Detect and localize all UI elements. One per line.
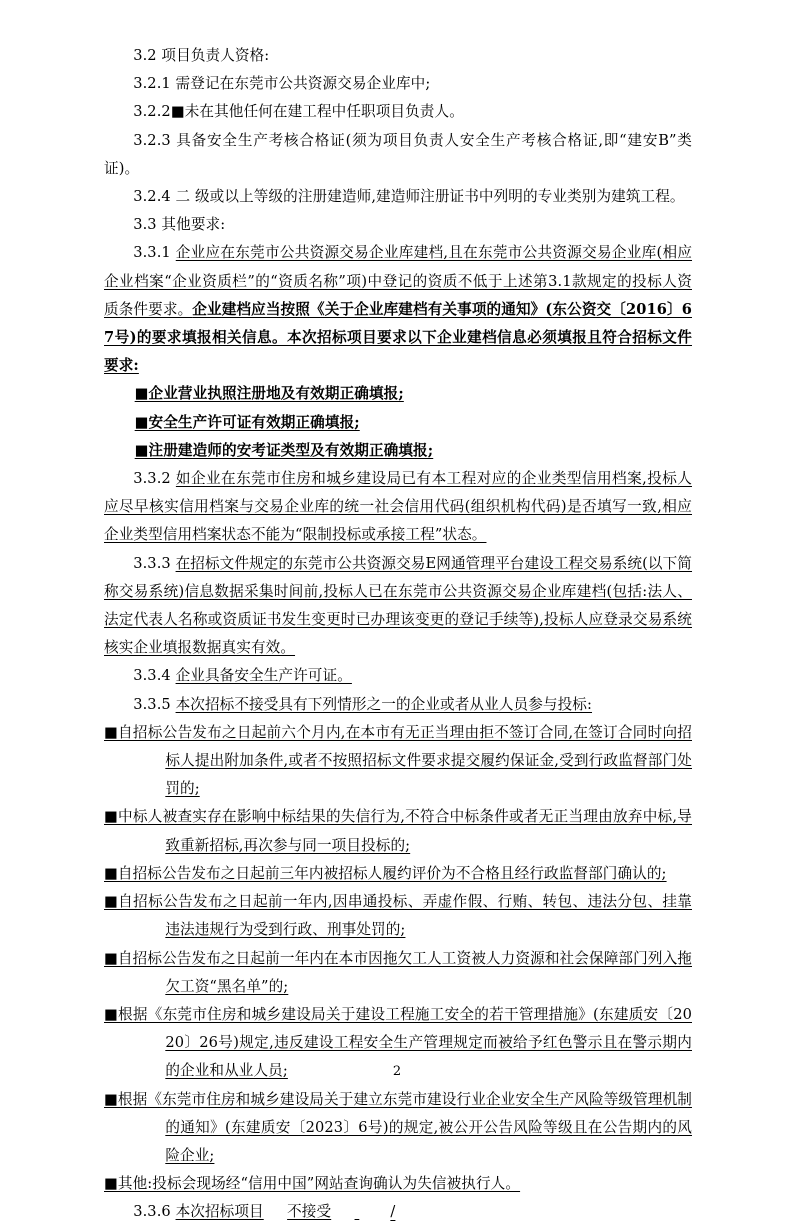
paragraph-3-2-3 xyxy=(104,127,692,183)
paragraph-3-3-2 xyxy=(104,465,692,550)
clause-text-underlined: 如企业在东莞市住房和城乡建设局已有本工程对应的企业类型信用档案,投标人应尽早核实信用档案与交易企业库的统一社会信用代码(组织机构代码)是否填写一致,相应企业类型信用档案状态不能为“限制投标或承接工程”状态。 xyxy=(104,470,692,544)
paragraph-text: 3.2 项目负责人资格: xyxy=(133,47,270,64)
bullet-item-wage-blacklist xyxy=(104,945,692,1001)
bullet-text: ■自招标公告发布之日起前六个月内,在本市有无正当理由拒不签订合同,在签订合同时向招标人提出附加条件,或者不按照招标文件要求提交履约保证金,受到行政监督部门处罚的; xyxy=(104,723,692,798)
fill-in-blank[interactable]: / xyxy=(390,1203,396,1221)
paragraph-3-2 xyxy=(104,42,692,70)
paragraph-3-3-3 xyxy=(104,550,692,663)
clause-number: 3.3.4 xyxy=(133,667,176,685)
bullet-text: ■根据《东莞市住房和城乡建设局关于建设工程施工安全的若干管理措施》(东建质安〔2020〕26号)规定,违反建设工程安全生产管理规定而被给予红色警示且在警示期内的企业和从业人员; xyxy=(104,1005,692,1080)
clause-text-bold-underlined: 企业建档应当按照《关于企业库建档有关事项的通知》(东公资交〔2016〕67号)的要求填报相关信息。本次招标项目要求以下企业建档信息必须填报且符合招标文件要求: xyxy=(104,300,692,375)
paragraph-3-2-2 xyxy=(104,98,692,126)
paragraph-3-3-4 xyxy=(104,662,692,690)
bullet-item-credit-china xyxy=(104,1170,692,1198)
paragraph-text: 3.2.1 需登记在东莞市公共资源交易企业库中; xyxy=(133,75,431,93)
clause-number: 3.3.3 xyxy=(133,554,176,572)
paragraph-3-2-1 xyxy=(104,70,692,98)
bullet-text: ■安全生产许可证有效期正确填报; xyxy=(134,413,360,431)
bullet-item-dishonest-winner xyxy=(104,803,692,859)
paragraph-text: 3.3 其他要求: xyxy=(133,216,226,234)
clause-number: 3.3.2 xyxy=(133,470,176,488)
bullet-text: ■根据《东莞市住房和城乡建设局关于建立东莞市建设行业企业安全生产风险等级管理机制的通知》(东建质安〔2023〕6号)的规定,被公开公告风险等级且在公告期内的风险企业; xyxy=(104,1090,692,1164)
bullet-item-builder-cert xyxy=(104,437,692,465)
paragraph-3-3 xyxy=(104,211,692,239)
paragraph-3-3-5 xyxy=(104,691,692,719)
paragraph-3-3-6 xyxy=(104,1198,692,1226)
paragraph-3-3-1 xyxy=(104,239,692,380)
clause-text-underlined: 企业应在东莞市公共资源交易企业库建档,且在东莞市公共资源交易企业库(相应企业档案“企业资质栏”的“资质名称”项)中登记的资质不低于上述第3.1款规定的投标人资质条件要求。 xyxy=(104,244,693,318)
page-number: 2 xyxy=(392,1064,402,1079)
bullet-item-company-license xyxy=(104,380,692,408)
bullet-text: ■中标人被查实存在影响中标结果的失信行为,不符合中标条件或者无正当理由放弃中标,导致重新招标,再次参与同一项目投标的; xyxy=(104,808,692,854)
bullet-text: ■其他:投标会现场经“信用中国”网站查询确认为失信被执行人。 xyxy=(104,1175,521,1193)
bullet-text: ■自招标公告发布之日起前三年内被招标人履约评价为不合格且经行政监督部门确认的; xyxy=(104,864,667,882)
clause-number: 3.3.6 xyxy=(133,1203,176,1221)
bullet-item-collusion-penalty xyxy=(104,888,692,944)
bullet-item-refuse-contract xyxy=(104,719,692,804)
bullet-text: ■自招标公告发布之日起前一年内,因串通投标、弄虚作假、行贿、转包、违法分包、挂靠违法违规行为受到行政、刑事处罚的; xyxy=(104,893,692,939)
paragraph-text: 3.2.4 二 级或以上等级的注册建造师,建造师注册证书中列明的专业类别为建筑工程。 xyxy=(133,188,685,206)
bullet-item-unqualified-performance xyxy=(104,860,692,888)
clause-number: 3.3.1 xyxy=(133,244,176,262)
paragraph-3-2-4 xyxy=(104,183,692,211)
clause-text-underlined: 在招标文件规定的东莞市公共资源交易E网通管理平台建设工程交易系统(以下简称交易系统)信息数据采集时间前,投标人已在东莞市公共资源交易企业库建档(包括:法人、法定代表人名称或资质证书发生变更时已办理该变更的登记手续等),投标人应登录交易系统核实企业填报数据真实有效。 xyxy=(104,554,693,657)
bullet-text: ■自招标公告发布之日起前一年内在本市因拖欠工人工资被人力资源和社会保障部门列入拖欠工资“黑名单”的; xyxy=(104,949,692,995)
bullet-item-safety-permit xyxy=(104,409,692,437)
paragraph-text: 3.2.2■未在其他任何在建工程中任职项目负责人。 xyxy=(133,103,464,121)
bullet-item-risk-level xyxy=(104,1086,692,1171)
document-body xyxy=(104,42,692,1227)
clause-text-project: 本次招标项目 xyxy=(175,1203,264,1221)
clause-number: 3.3.5 xyxy=(133,695,176,713)
clause-text-underlined: 本次招标不接受具有下列情形之一的企业或者从业人员参与投标: xyxy=(175,695,593,713)
bullet-text: ■注册建造师的安考证类型及有效期正确填报; xyxy=(134,441,434,459)
clause-text-underlined: 企业具备安全生产许可证。 xyxy=(175,667,352,685)
clause-text-accept-choice: 不接受 xyxy=(287,1203,332,1221)
bullet-text: ■企业营业执照注册地及有效期正确填报; xyxy=(134,385,404,403)
paragraph-text: 3.2.3 具备安全生产考核合格证(须为项目负责人安全生产考核合格证,即“建安B”类证)。 xyxy=(104,131,692,177)
